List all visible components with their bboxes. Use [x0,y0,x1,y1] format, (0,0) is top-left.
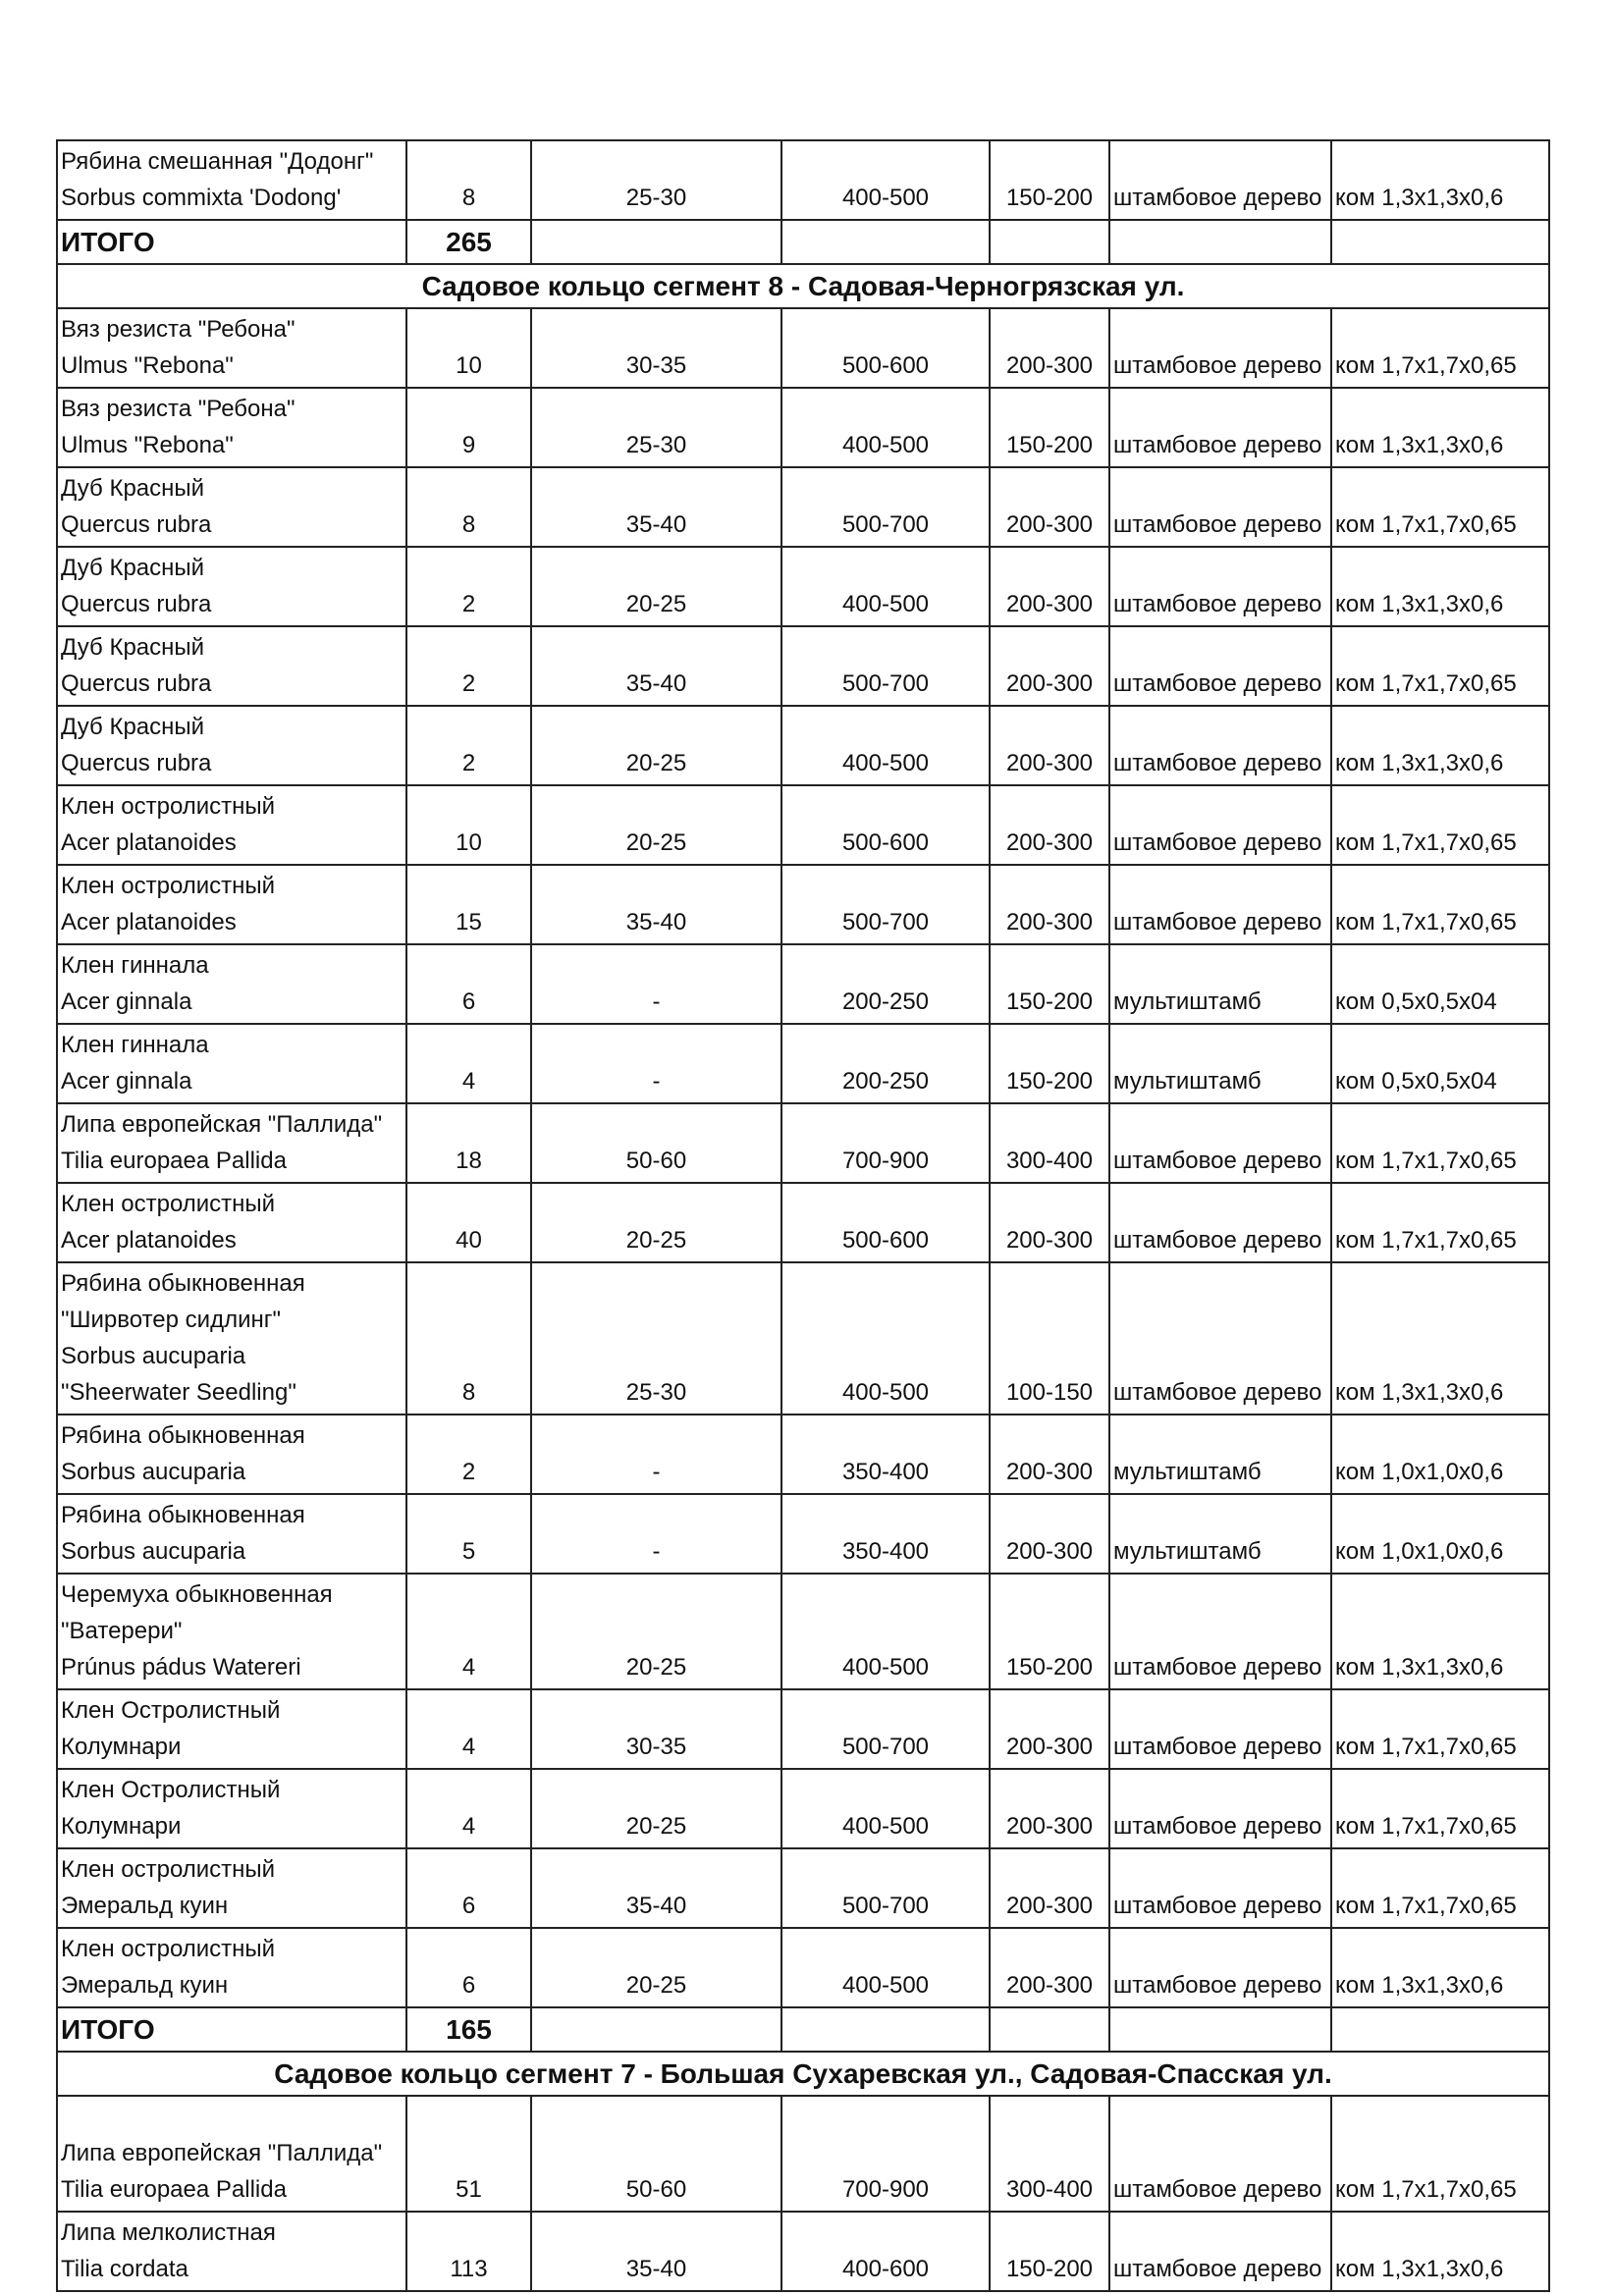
empty-cell [1331,2007,1549,2052]
trunk-diameter-cell: - [531,1024,781,1103]
plant-name-line: Prúnus pádus Watereri [61,1654,301,1681]
stem-height-cell: 150-200 [990,140,1109,220]
form-cell: штамбовое дерево [1109,308,1331,388]
plant-name-line: Клен гиннала [61,1032,209,1058]
table-row [57,1103,1549,1183]
quantity-cell: 6 [406,1848,531,1928]
plant-name-line: Quercus rubra [61,591,212,617]
section-title: Садовое кольцо сегмент 8 - Садовая-Черногрязская ул. [57,264,1549,308]
plant-name-line: Клен остролистный [61,873,276,899]
form-cell: штамбовое дерево [1109,140,1331,220]
trunk-diameter-cell: 20-25 [531,1574,781,1689]
quantity-cell: 8 [406,140,531,220]
trunk-diameter-cell: 35-40 [531,2212,781,2291]
section-title: Садовое кольцо сегмент 7 - Большая Сухаревская ул., Садовая-Спасская ул. [57,2052,1549,2096]
plant-name-line: Tilia cordata [61,2256,188,2282]
stem-height-cell: 150-200 [990,1574,1109,1689]
plant-name-line: Эмеральд куин [61,1893,229,1919]
plant-name-line: Вяз резиста "Ребона" [61,316,296,343]
root-ball-cell: ком 0,5х0,5х04 [1331,944,1549,1024]
plant-name-line: Эмеральд куин [61,1972,229,1999]
root-ball-cell: ком 0,5х0,5х04 [1331,1024,1549,1103]
stem-height-cell: 200-300 [990,865,1109,944]
trunk-diameter-cell: 25-30 [531,140,781,220]
total-row [57,2007,1549,2052]
table-row [57,2096,1549,2212]
plant-name-cell [57,1769,406,1848]
plant-name-cell [57,706,406,785]
trunk-diameter-cell: - [531,1415,781,1494]
height-cell: 700-900 [781,1103,990,1183]
plant-name-cell [57,865,406,944]
plant-name-cell [57,1024,406,1103]
plant-name-line: Клен остролистный [61,1856,276,1883]
quantity-cell: 5 [406,1494,531,1574]
root-ball-cell: ком 1,3х1,3х0,6 [1331,2212,1549,2291]
plant-name-line: Черемуха обыкновенная [61,1581,333,1608]
form-cell: штамбовое дерево [1109,388,1331,467]
height-cell: 500-700 [781,1689,990,1769]
quantity-cell: 4 [406,1024,531,1103]
plant-name-line: Acer ginnala [61,1068,192,1095]
trunk-diameter-cell: 50-60 [531,2096,781,2212]
form-cell: мультиштамб [1109,1415,1331,1494]
height-cell: 400-500 [781,547,990,626]
quantity-cell: 2 [406,547,531,626]
plant-name-cell [57,626,406,706]
plant-name-line: Клен остролистный [61,1191,276,1217]
total-quantity: 165 [406,2007,531,2052]
root-ball-cell: ком 1,7х1,7х0,65 [1331,1689,1549,1769]
quantity-cell: 10 [406,308,531,388]
trunk-diameter-cell: 25-30 [531,388,781,467]
form-cell: штамбовое дерево [1109,1769,1331,1848]
height-cell: 400-500 [781,1928,990,2007]
height-cell: 400-600 [781,2212,990,2291]
root-ball-cell: ком 1,7х1,7х0,65 [1331,1769,1549,1848]
plant-name-cell [57,944,406,1024]
table-row [57,1689,1549,1769]
plant-name-line: Липа европейская "Паллида" [61,2140,383,2166]
plant-name-line: Рябина обыкновенная [61,1270,305,1297]
form-cell: штамбовое дерево [1109,626,1331,706]
plant-name-line: Acer platanoides [61,909,237,935]
root-ball-cell: ком 1,3х1,3х0,6 [1331,388,1549,467]
plant-name-cell [57,1415,406,1494]
stem-height-cell: 200-300 [990,1848,1109,1928]
plant-name-cell [57,1262,406,1415]
empty-cell [531,2007,781,2052]
plant-name-line: Acer ginnala [61,988,192,1015]
plant-name-line: Клен гиннала [61,952,209,979]
height-cell: 400-500 [781,388,990,467]
trunk-diameter-cell: 20-25 [531,1769,781,1848]
plant-name-line: Рябина смешанная "Додонг" [61,148,374,175]
total-row [57,220,1549,264]
plant-name-line: Acer platanoides [61,829,237,856]
empty-cell [781,2007,990,2052]
form-cell: штамбовое дерево [1109,1262,1331,1415]
quantity-cell: 8 [406,1262,531,1415]
plant-name-line: Липа европейская "Паллида" [61,1111,383,1138]
root-ball-cell: ком 1,7х1,7х0,65 [1331,467,1549,547]
total-quantity: 265 [406,220,531,264]
root-ball-cell: ком 1,3х1,3х0,6 [1331,1928,1549,2007]
plant-name-cell [57,1183,406,1262]
plant-name-line: Рябина обыкновенная [61,1502,305,1528]
stem-height-cell: 300-400 [990,2096,1109,2212]
table-row [57,706,1549,785]
table-row [57,944,1549,1024]
table-row [57,865,1549,944]
plant-name-line: Ulmus "Rebona" [61,432,234,458]
root-ball-cell: ком 1,7х1,7х0,65 [1331,1848,1549,1928]
form-cell: мультиштамб [1109,1494,1331,1574]
stem-height-cell: 200-300 [990,547,1109,626]
plant-name-line: Липа мелколистная [61,2219,276,2246]
plant-name-line: Дуб Красный [61,634,205,661]
height-cell: 500-600 [781,785,990,865]
trunk-diameter-cell: 50-60 [531,1103,781,1183]
quantity-cell: 51 [406,2096,531,2212]
stem-height-cell: 200-300 [990,706,1109,785]
plant-name-cell [57,1494,406,1574]
trunk-diameter-cell: 20-25 [531,547,781,626]
form-cell: штамбовое дерево [1109,1848,1331,1928]
stem-height-cell: 150-200 [990,1024,1109,1103]
table-row [57,626,1549,706]
trunk-diameter-cell: 20-25 [531,706,781,785]
plant-name-cell [57,140,406,220]
stem-height-cell: 150-200 [990,2212,1109,2291]
height-cell: 400-500 [781,706,990,785]
form-cell: штамбовое дерево [1109,1689,1331,1769]
stem-height-cell: 150-200 [990,944,1109,1024]
form-cell: штамбовое дерево [1109,785,1331,865]
root-ball-cell: ком 1,3х1,3х0,6 [1331,1262,1549,1415]
empty-cell [1109,220,1331,264]
stem-height-cell: 200-300 [990,1183,1109,1262]
stem-height-cell: 100-150 [990,1262,1109,1415]
quantity-cell: 2 [406,626,531,706]
stem-height-cell: 200-300 [990,785,1109,865]
table-row [57,1848,1549,1928]
form-cell: штамбовое дерево [1109,706,1331,785]
height-cell: 400-500 [781,1262,990,1415]
stem-height-cell: 200-300 [990,1689,1109,1769]
form-cell: мультиштамб [1109,944,1331,1024]
table-row [57,308,1549,388]
root-ball-cell: ком 1,0х1,0х0,6 [1331,1494,1549,1574]
root-ball-cell: ком 1,0х1,0х0,6 [1331,1415,1549,1494]
plant-name-cell [57,308,406,388]
form-cell: штамбовое дерево [1109,1928,1331,2007]
height-cell: 400-500 [781,1574,990,1689]
plant-name-line: Quercus rubra [61,750,212,776]
form-cell: мультиштамб [1109,1024,1331,1103]
table-row [57,1415,1549,1494]
trunk-diameter-cell: 30-35 [531,1689,781,1769]
plant-name-line: Дуб Красный [61,555,205,581]
trunk-diameter-cell: 35-40 [531,626,781,706]
empty-cell [531,220,781,264]
plant-name-line: Клен Остролистный [61,1697,281,1724]
root-ball-cell: ком 1,3х1,3х0,6 [1331,547,1549,626]
root-ball-cell: ком 1,3х1,3х0,6 [1331,1574,1549,1689]
trunk-diameter-cell: 20-25 [531,785,781,865]
quantity-cell: 8 [406,467,531,547]
height-cell: 500-600 [781,1183,990,1262]
stem-height-cell: 200-300 [990,1769,1109,1848]
stem-height-cell: 200-300 [990,1494,1109,1574]
height-cell: 500-600 [781,308,990,388]
trunk-diameter-cell: - [531,1494,781,1574]
stem-height-cell: 300-400 [990,1103,1109,1183]
quantity-cell: 9 [406,388,531,467]
height-cell: 400-500 [781,140,990,220]
section-header-row [57,2052,1549,2096]
height-cell: 350-400 [781,1494,990,1574]
height-cell: 700-900 [781,2096,990,2212]
height-cell: 500-700 [781,865,990,944]
empty-cell [1331,220,1549,264]
empty-cell [781,220,990,264]
plant-name-cell [57,467,406,547]
plant-name-line: Клен Остролистный [61,1777,281,1803]
root-ball-cell: ком 1,3х1,3х0,6 [1331,706,1549,785]
plant-name-cell [57,1574,406,1689]
quantity-cell: 4 [406,1689,531,1769]
quantity-cell: 2 [406,706,531,785]
quantity-cell: 18 [406,1103,531,1183]
quantity-cell: 15 [406,865,531,944]
plant-name-line: "Ватерери" [61,1618,183,1644]
plant-name-line: Sorbus aucuparia [61,1538,246,1565]
plant-name-line: Tilia europaea Pallida [61,2176,287,2203]
plant-name-line: Колумнари [61,1734,182,1760]
stem-height-cell: 200-300 [990,308,1109,388]
root-ball-cell: ком 1,7х1,7х0,65 [1331,785,1549,865]
table-row [57,467,1549,547]
root-ball-cell: ком 1,7х1,7х0,65 [1331,2096,1549,2212]
trunk-diameter-cell: 25-30 [531,1262,781,1415]
quantity-cell: 2 [406,1415,531,1494]
section-header-row [57,264,1549,308]
plant-name-line: Tilia europaea Pallida [61,1148,287,1174]
table-row [57,1494,1549,1574]
empty-cell [990,220,1109,264]
stem-height-cell: 200-300 [990,1928,1109,2007]
quantity-cell: 10 [406,785,531,865]
table-row [57,2212,1549,2291]
trunk-diameter-cell: 20-25 [531,1928,781,2007]
form-cell: штамбовое дерево [1109,2096,1331,2212]
plant-name-line: Дуб Красный [61,475,205,502]
plant-name-cell [57,1103,406,1183]
plant-name-line: Quercus rubra [61,670,212,697]
height-cell: 350-400 [781,1415,990,1494]
plant-name-line: Рябина обыкновенная [61,1422,305,1449]
table-row [57,1183,1549,1262]
table-row [57,1024,1549,1103]
plant-name-line: Quercus rubra [61,511,212,538]
trunk-diameter-cell: 35-40 [531,865,781,944]
stem-height-cell: 200-300 [990,467,1109,547]
height-cell: 500-700 [781,626,990,706]
quantity-cell: 6 [406,944,531,1024]
table-row [57,1769,1549,1848]
plant-name-line: "Ширвотер сидлинг" [61,1307,282,1333]
plant-table-body [57,140,1549,2291]
trunk-diameter-cell: 35-40 [531,467,781,547]
height-cell: 200-250 [781,1024,990,1103]
form-cell: штамбовое дерево [1109,547,1331,626]
plant-name-cell [57,785,406,865]
plant-name-line: Ulmus "Rebona" [61,352,234,379]
empty-cell [990,2007,1109,2052]
form-cell: штамбовое дерево [1109,1574,1331,1689]
quantity-cell: 113 [406,2212,531,2291]
plant-name-line: Acer platanoides [61,1227,237,1254]
plant-name-cell [57,388,406,467]
plant-name-line: Sorbus aucuparia [61,1459,246,1485]
trunk-diameter-cell: 35-40 [531,1848,781,1928]
root-ball-cell: ком 1,7х1,7х0,65 [1331,308,1549,388]
height-cell: 400-500 [781,1769,990,1848]
form-cell: штамбовое дерево [1109,1183,1331,1262]
plant-name-cell [57,2212,406,2291]
plant-name-line: Клен остролистный [61,793,276,820]
form-cell: штамбовое дерево [1109,2212,1331,2291]
form-cell: штамбовое дерево [1109,1103,1331,1183]
height-cell: 500-700 [781,1848,990,1928]
total-label: ИТОГО [57,220,406,264]
trunk-diameter-cell: 30-35 [531,308,781,388]
stem-height-cell: 150-200 [990,388,1109,467]
quantity-cell: 4 [406,1574,531,1689]
plant-name-cell [57,1848,406,1928]
table-row [57,785,1549,865]
plant-name-cell [57,547,406,626]
root-ball-cell: ком 1,7х1,7х0,65 [1331,1103,1549,1183]
form-cell: штамбовое дерево [1109,865,1331,944]
plant-name-cell [57,2096,406,2212]
root-ball-cell: ком 1,7х1,7х0,65 [1331,1183,1549,1262]
plant-name-line: "Sheerwater Seedling" [61,1379,296,1406]
height-cell: 500-700 [781,467,990,547]
plant-name-line: Вяз резиста "Ребона" [61,396,296,422]
plant-name-cell [57,1928,406,2007]
plant-name-line: Sorbus commixta 'Dodong' [61,185,342,211]
form-cell: штамбовое дерево [1109,467,1331,547]
plant-table [56,139,1550,2292]
table-row [57,1928,1549,2007]
plant-name-line: Клен остролистный [61,1936,276,1962]
stem-height-cell: 200-300 [990,626,1109,706]
table-row [57,547,1549,626]
empty-cell [1109,2007,1331,2052]
table-row [57,1574,1549,1689]
plant-name-cell [57,1689,406,1769]
root-ball-cell: ком 1,7х1,7х0,65 [1331,626,1549,706]
table-row [57,388,1549,467]
trunk-diameter-cell: 20-25 [531,1183,781,1262]
plant-name-line [61,2099,403,2135]
stem-height-cell: 200-300 [990,1415,1109,1494]
plant-name-line: Sorbus aucuparia [61,1343,246,1369]
total-label: ИТОГО [57,2007,406,2052]
quantity-cell: 40 [406,1183,531,1262]
table-row [57,140,1549,220]
root-ball-cell: ком 1,7х1,7х0,65 [1331,865,1549,944]
plant-name-line: Дуб Красный [61,714,205,740]
plant-name-line: Колумнари [61,1813,182,1840]
table-row [57,1262,1549,1415]
root-ball-cell: ком 1,3х1,3х0,6 [1331,140,1549,220]
height-cell: 200-250 [781,944,990,1024]
quantity-cell: 4 [406,1769,531,1848]
trunk-diameter-cell: - [531,944,781,1024]
quantity-cell: 6 [406,1928,531,2007]
